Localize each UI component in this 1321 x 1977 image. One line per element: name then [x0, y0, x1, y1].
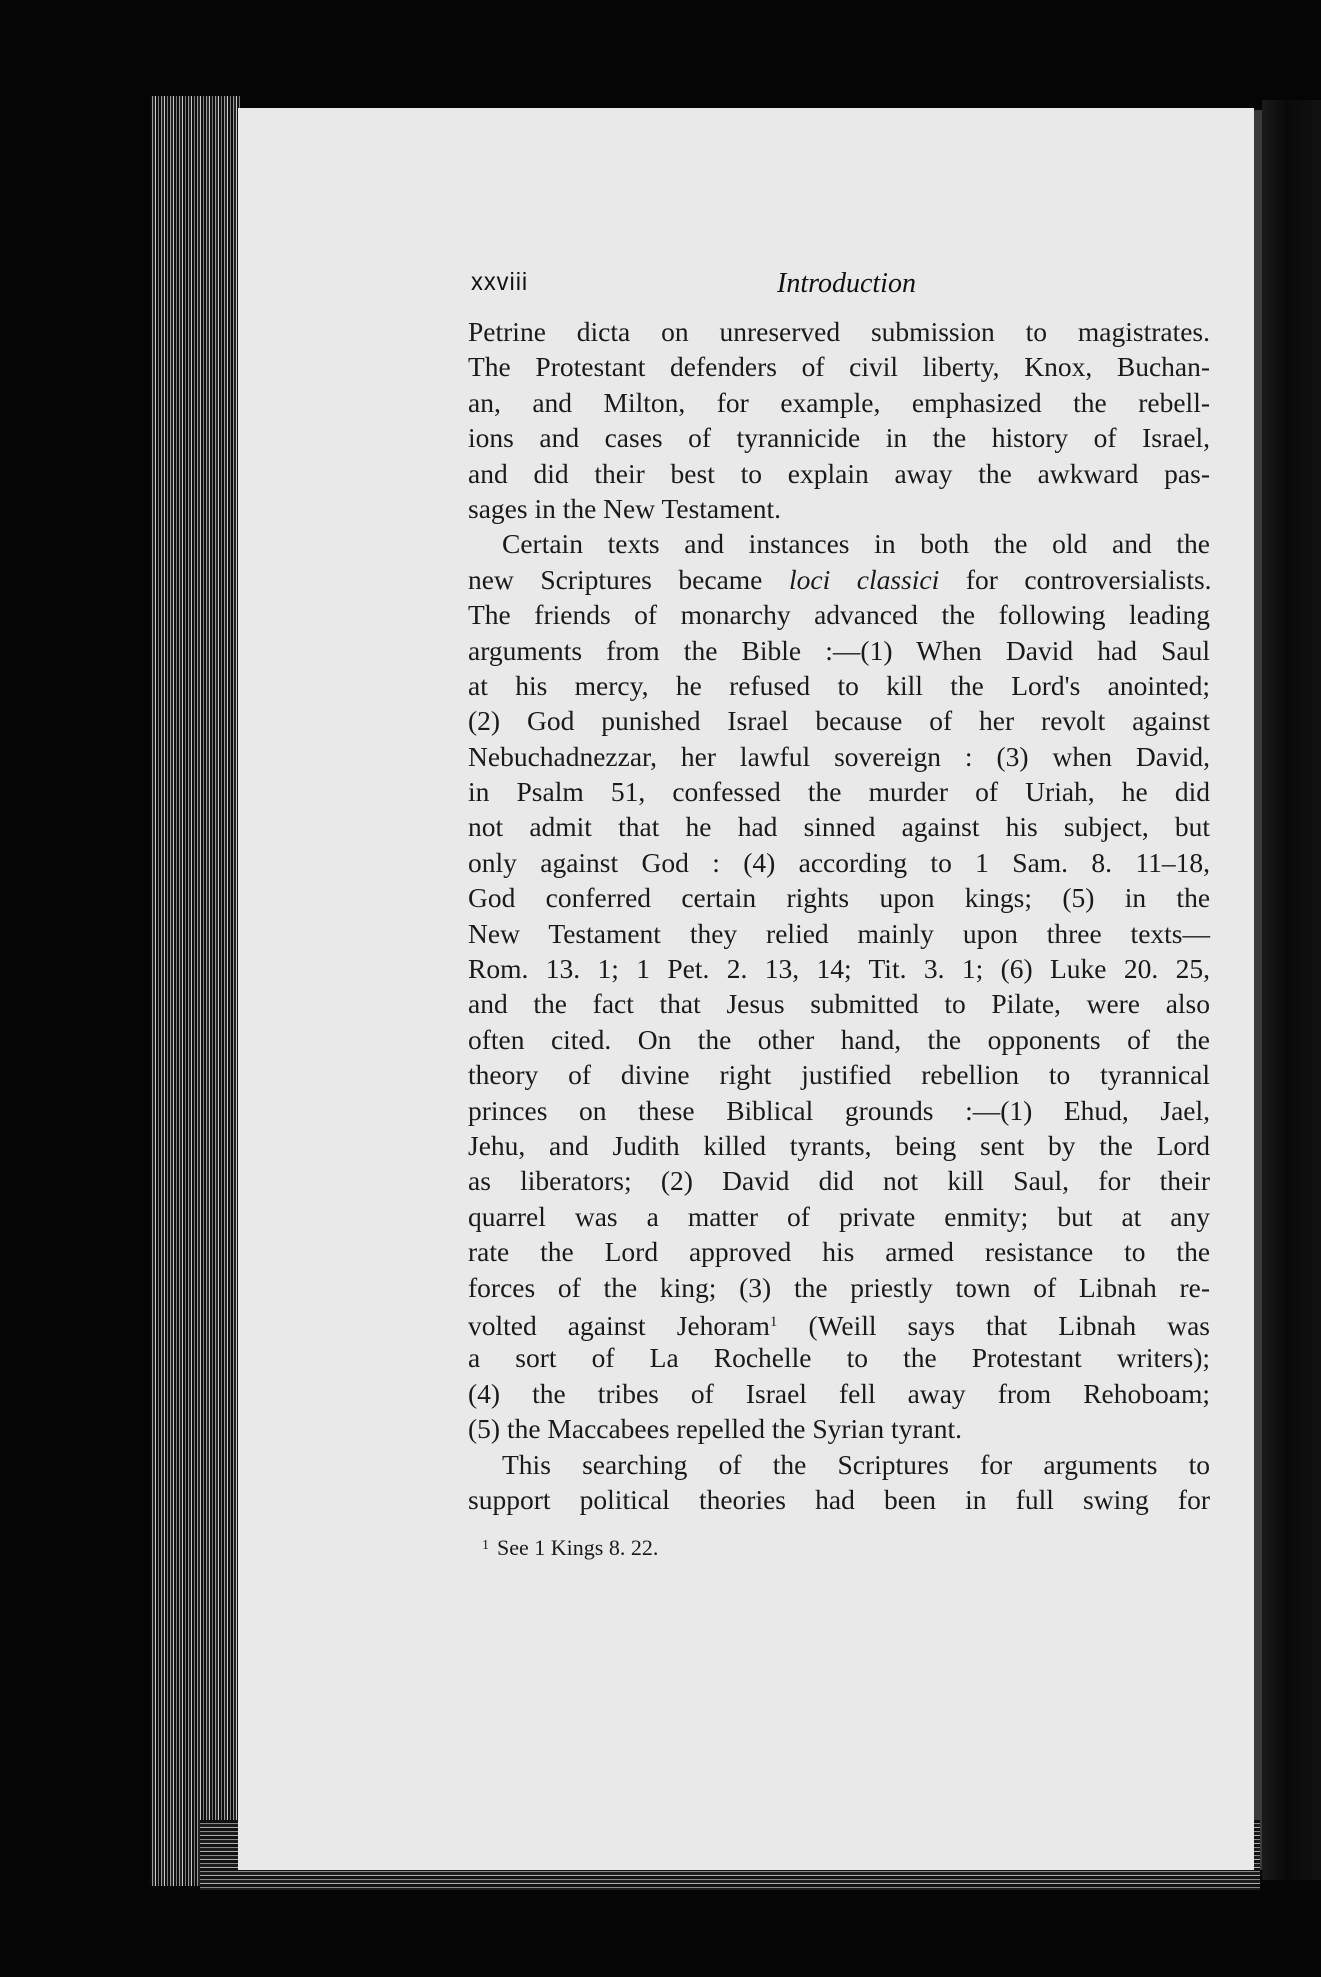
text-line: Petrine dicta on unreserved submission to magistrates.	[468, 316, 1211, 347]
text-line: quarrel was a matter of private enmity; but at any	[468, 1200, 1211, 1232]
text-line: only against God : (4) according to 1 Sam. 8. 11–18,	[468, 846, 1210, 878]
running-head	[471, 268, 971, 308]
text-line: This searching of the Scriptures for arguments to	[502, 1448, 1211, 1480]
text-line: ions and cases of tyrannicide in the history of Israel,	[468, 422, 1211, 454]
footnote-marker: 1	[482, 1538, 489, 1553]
text-line: at his mercy, he refused to kill the Lord's anointed;	[468, 669, 1211, 701]
italic-phrase: loci classici	[788, 563, 940, 595]
text-line: The friends of monarchy advanced the following leading	[468, 599, 1210, 631]
text-line: rate the Lord approved his armed resistance to the	[468, 1236, 1211, 1268]
text-line: support political theories had been in full swing for	[468, 1483, 1210, 1515]
text-line: God conferred certain rights upon kings; (5) in the	[468, 882, 1211, 914]
text-segment: (Weill says that Libnah was	[808, 1309, 1210, 1341]
text-line: Nebuchadnezzar, her lawful sovereign : (3) when David,	[468, 740, 1211, 772]
text-line: not admit that he had sinned against his subject, but	[468, 811, 1211, 843]
text-line: and the fact that Jesus submitted to Pilate, were also	[468, 988, 1210, 1020]
page-number: xxviii	[471, 268, 529, 296]
text-line-with-note-ref	[468, 1305, 1210, 1340]
text-segment: new Scriptures became	[468, 563, 763, 595]
body-text	[468, 314, 1210, 1517]
text-line: Certain texts and instances in both the old and the	[502, 528, 1210, 560]
stacked-page-edges	[150, 96, 240, 1886]
text-line: (5) the Maccabees repelled the Syrian tyrant.	[468, 1413, 963, 1445]
text-line-with-italic	[468, 562, 1210, 597]
text-line: sages in the New Testament.	[468, 492, 781, 524]
text-line: (4) the tribes of Israel fell away from Rehoboam;	[468, 1377, 1211, 1409]
text-line: in Psalm 51, confessed the murder of Uriah, he did	[468, 776, 1210, 808]
text-segment: for controversialists.	[965, 563, 1212, 595]
text-line: The Protestant defenders of civil liberty, Knox, Buchan-	[468, 351, 1211, 383]
footnote	[482, 1535, 658, 1561]
text-line: Rom. 13. 1; 1 Pet. 2. 13, 14; Tit. 3. 1; (6) Luke 20. 25,	[468, 953, 1210, 985]
text-line: Jehu, and Judith killed tyrants, being sent by the Lord	[468, 1129, 1211, 1161]
text-line: princes on these Biblical grounds :—(1) Ehud, Jael,	[468, 1094, 1211, 1126]
text-line: often cited. On the other hand, the opponents of the	[468, 1023, 1211, 1055]
book-cover-edge	[1262, 100, 1321, 1880]
text-line: a sort of La Rochelle to the Protestant writers);	[468, 1342, 1211, 1374]
text-line: an, and Milton, for example, emphasized the rebell-	[468, 386, 1210, 418]
footnote-reference: 1	[769, 1313, 778, 1330]
text-line: arguments from the Bible :—(1) When David had Saul	[468, 634, 1211, 666]
running-title: Introduction	[777, 268, 916, 299]
text-line: and did their best to explain away the awkward pas-	[468, 457, 1210, 489]
text-line: forces of the king; (3) the priestly town of Libnah re-	[468, 1271, 1211, 1303]
text-line: as liberators; (2) David did not kill Saul, for their	[468, 1165, 1210, 1197]
text-line: (2) God punished Israel because of her revolt against	[468, 705, 1210, 737]
text-line: theory of divine right justified rebellion to tyrannical	[468, 1059, 1211, 1091]
text-segment: volted against Jehoram	[468, 1309, 770, 1341]
text-line: New Testament they relied mainly upon three texts—	[468, 917, 1210, 949]
footnote-text: See 1 Kings 8. 22.	[497, 1535, 659, 1560]
